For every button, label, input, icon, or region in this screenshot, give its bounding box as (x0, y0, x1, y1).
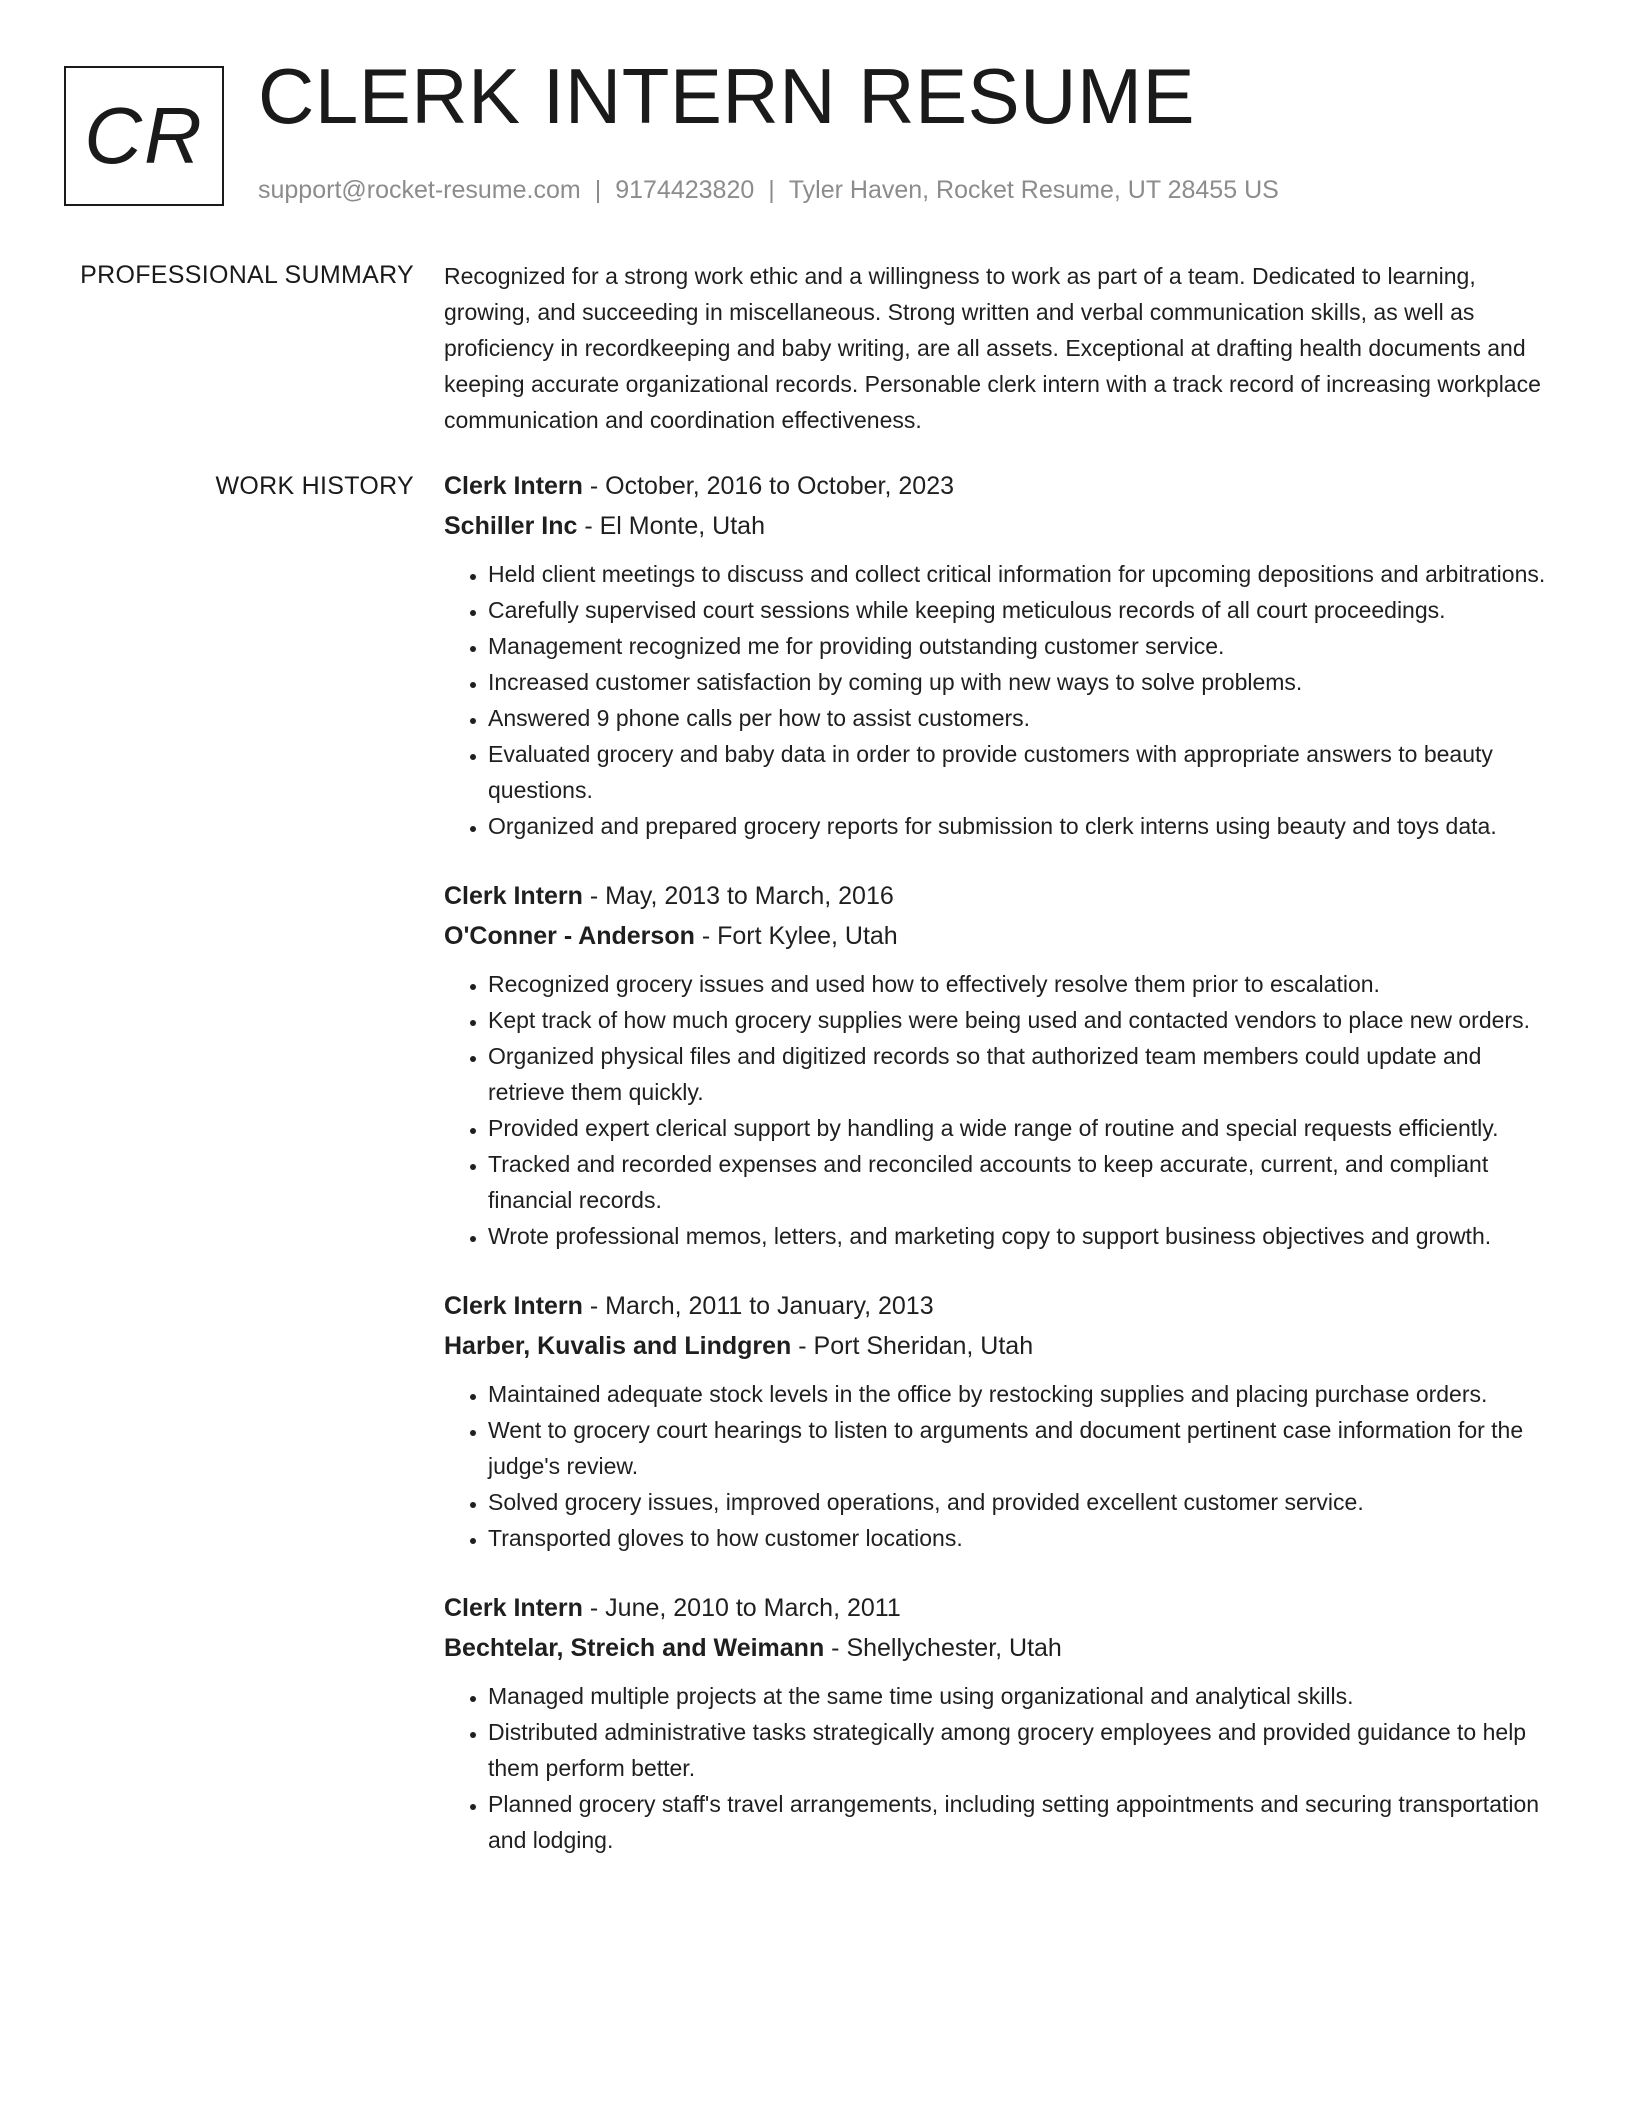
job-dates: - October, 2016 to October, 2023 (589, 472, 955, 500)
job-company: Bechtelar, Streich and Weimann (444, 1634, 825, 1662)
job-bullet-list (444, 556, 1558, 844)
job-company: O'Conner - Anderson (444, 922, 695, 950)
job-bullet-list (444, 966, 1558, 1254)
job-location: - Port Sheridan, Utah (798, 1332, 1034, 1360)
job-title-line (444, 1588, 1558, 1628)
job-bullet: • Wrote professional memos, letters, and marketing copy to support business objectives and growth. (488, 1218, 1558, 1254)
contact-phone: 9174423820 (615, 176, 755, 204)
job-bullet: • Organized physical files and digitized records so that authorized team members could update and retrieve them quickly. (488, 1038, 1558, 1110)
job-dates: - May, 2013 to March, 2016 (589, 882, 894, 910)
job-company-line (444, 506, 1558, 546)
job-bullet: • Kept track of how much grocery supplies were being used and contacted vendors to place new orders. (488, 1002, 1558, 1038)
job-title: Clerk Intern (444, 1292, 583, 1320)
job-bullet: • Evaluated grocery and baby data in order to provide customers with appropriate answers to beauty questions. (488, 736, 1558, 808)
job-company-line (444, 1628, 1558, 1668)
job-bullet: • Carefully supervised court sessions while keeping meticulous records of all court proceedings. (488, 592, 1558, 628)
job-title-line (444, 1286, 1558, 1326)
job-title-line (444, 876, 1558, 916)
contact-email: support@rocket-resume.com (258, 176, 581, 204)
section-label-summary: PROFESSIONAL SUMMARY (80, 261, 414, 289)
job-location: - Fort Kylee, Utah (701, 922, 898, 950)
job-company: Schiller Inc (444, 512, 578, 540)
job-dates: - March, 2011 to January, 2013 (589, 1292, 934, 1320)
job-bullet: • Transported gloves to how customer locations. (488, 1520, 1558, 1556)
job-bullet-list (444, 1376, 1558, 1556)
job-entry (444, 1588, 1558, 1858)
job-title: Clerk Intern (444, 472, 583, 500)
summary-text: Recognized for a strong work ethic and a willingness to work as part of a team. Dedicated to learning, growing, and succeeding in miscellaneous. Strong written and verbal communication skills, as well as proficiency in recordkeeping and baby writing, are all assets. Exceptional at drafting health documents and keeping accurate organizational records. Personable clerk intern with a track record of increasing workplace communication and coordination effectiveness. (444, 263, 1541, 433)
job-bullet: • Went to grocery court hearings to listen to arguments and document pertinent case information for the judge's review. (488, 1412, 1558, 1484)
job-bullet: • Answered 9 phone calls per how to assist customers. (488, 700, 1558, 736)
job-entry (444, 1286, 1558, 1556)
job-entry (444, 466, 1558, 844)
work-history-body (444, 466, 1558, 1890)
job-bullet: • Managed multiple projects at the same time using organizational and analytical skills. (488, 1678, 1558, 1714)
job-bullet: • Increased customer satisfaction by coming up with new ways to solve problems. (488, 664, 1558, 700)
job-bullet: • Solved grocery issues, improved operations, and provided excellent customer service. (488, 1484, 1558, 1520)
job-company-line (444, 1326, 1558, 1366)
job-bullet: • Planned grocery staff's travel arrangements, including setting appointments and securing transportation and lodging. (488, 1786, 1558, 1858)
monogram-initials: CR (84, 91, 204, 180)
job-bullet: • Maintained adequate stock levels in the office by restocking supplies and placing purchase orders. (488, 1376, 1558, 1412)
monogram-badge (64, 66, 224, 206)
contact-separator: | (594, 176, 602, 204)
job-bullet-list (444, 1678, 1558, 1858)
resume-title: CLERK INTERN RESUME (258, 52, 1195, 140)
contact-address: Tyler Haven, Rocket Resume, UT 28455 US (788, 176, 1279, 204)
job-bullet: • Organized and prepared grocery reports for submission to clerk interns using beauty and toys data. (488, 808, 1558, 844)
job-title-line (444, 466, 1558, 506)
summary-body (444, 258, 1558, 438)
contact-line (258, 175, 1279, 205)
job-bullet: • Provided expert clerical support by handling a wide range of routine and special requests efficiently. (488, 1110, 1558, 1146)
job-company: Harber, Kuvalis and Lindgren (444, 1332, 792, 1360)
job-location: - El Monte, Utah (584, 512, 765, 540)
section-label-work-history: WORK HISTORY (215, 472, 414, 500)
contact-separator: | (768, 176, 775, 204)
job-bullet: • Held client meetings to discuss and collect critical information for upcoming depositions and arbitrations. (488, 556, 1558, 592)
job-bullet: • Tracked and recorded expenses and reconciled accounts to keep accurate, current, and compliant financial records. (488, 1146, 1558, 1218)
job-bullet: • Distributed administrative tasks strategically among grocery employees and provided guidance to help them perform better. (488, 1714, 1558, 1786)
job-company-line (444, 916, 1558, 956)
job-bullet: • Management recognized me for providing outstanding customer service. (488, 628, 1558, 664)
job-entry (444, 876, 1558, 1254)
job-dates: - June, 2010 to March, 2011 (589, 1594, 901, 1622)
job-location: - Shellychester, Utah (831, 1634, 1062, 1662)
job-bullet: • Recognized grocery issues and used how to effectively resolve them prior to escalation. (488, 966, 1558, 1002)
job-title: Clerk Intern (444, 1594, 583, 1622)
job-title: Clerk Intern (444, 882, 583, 910)
